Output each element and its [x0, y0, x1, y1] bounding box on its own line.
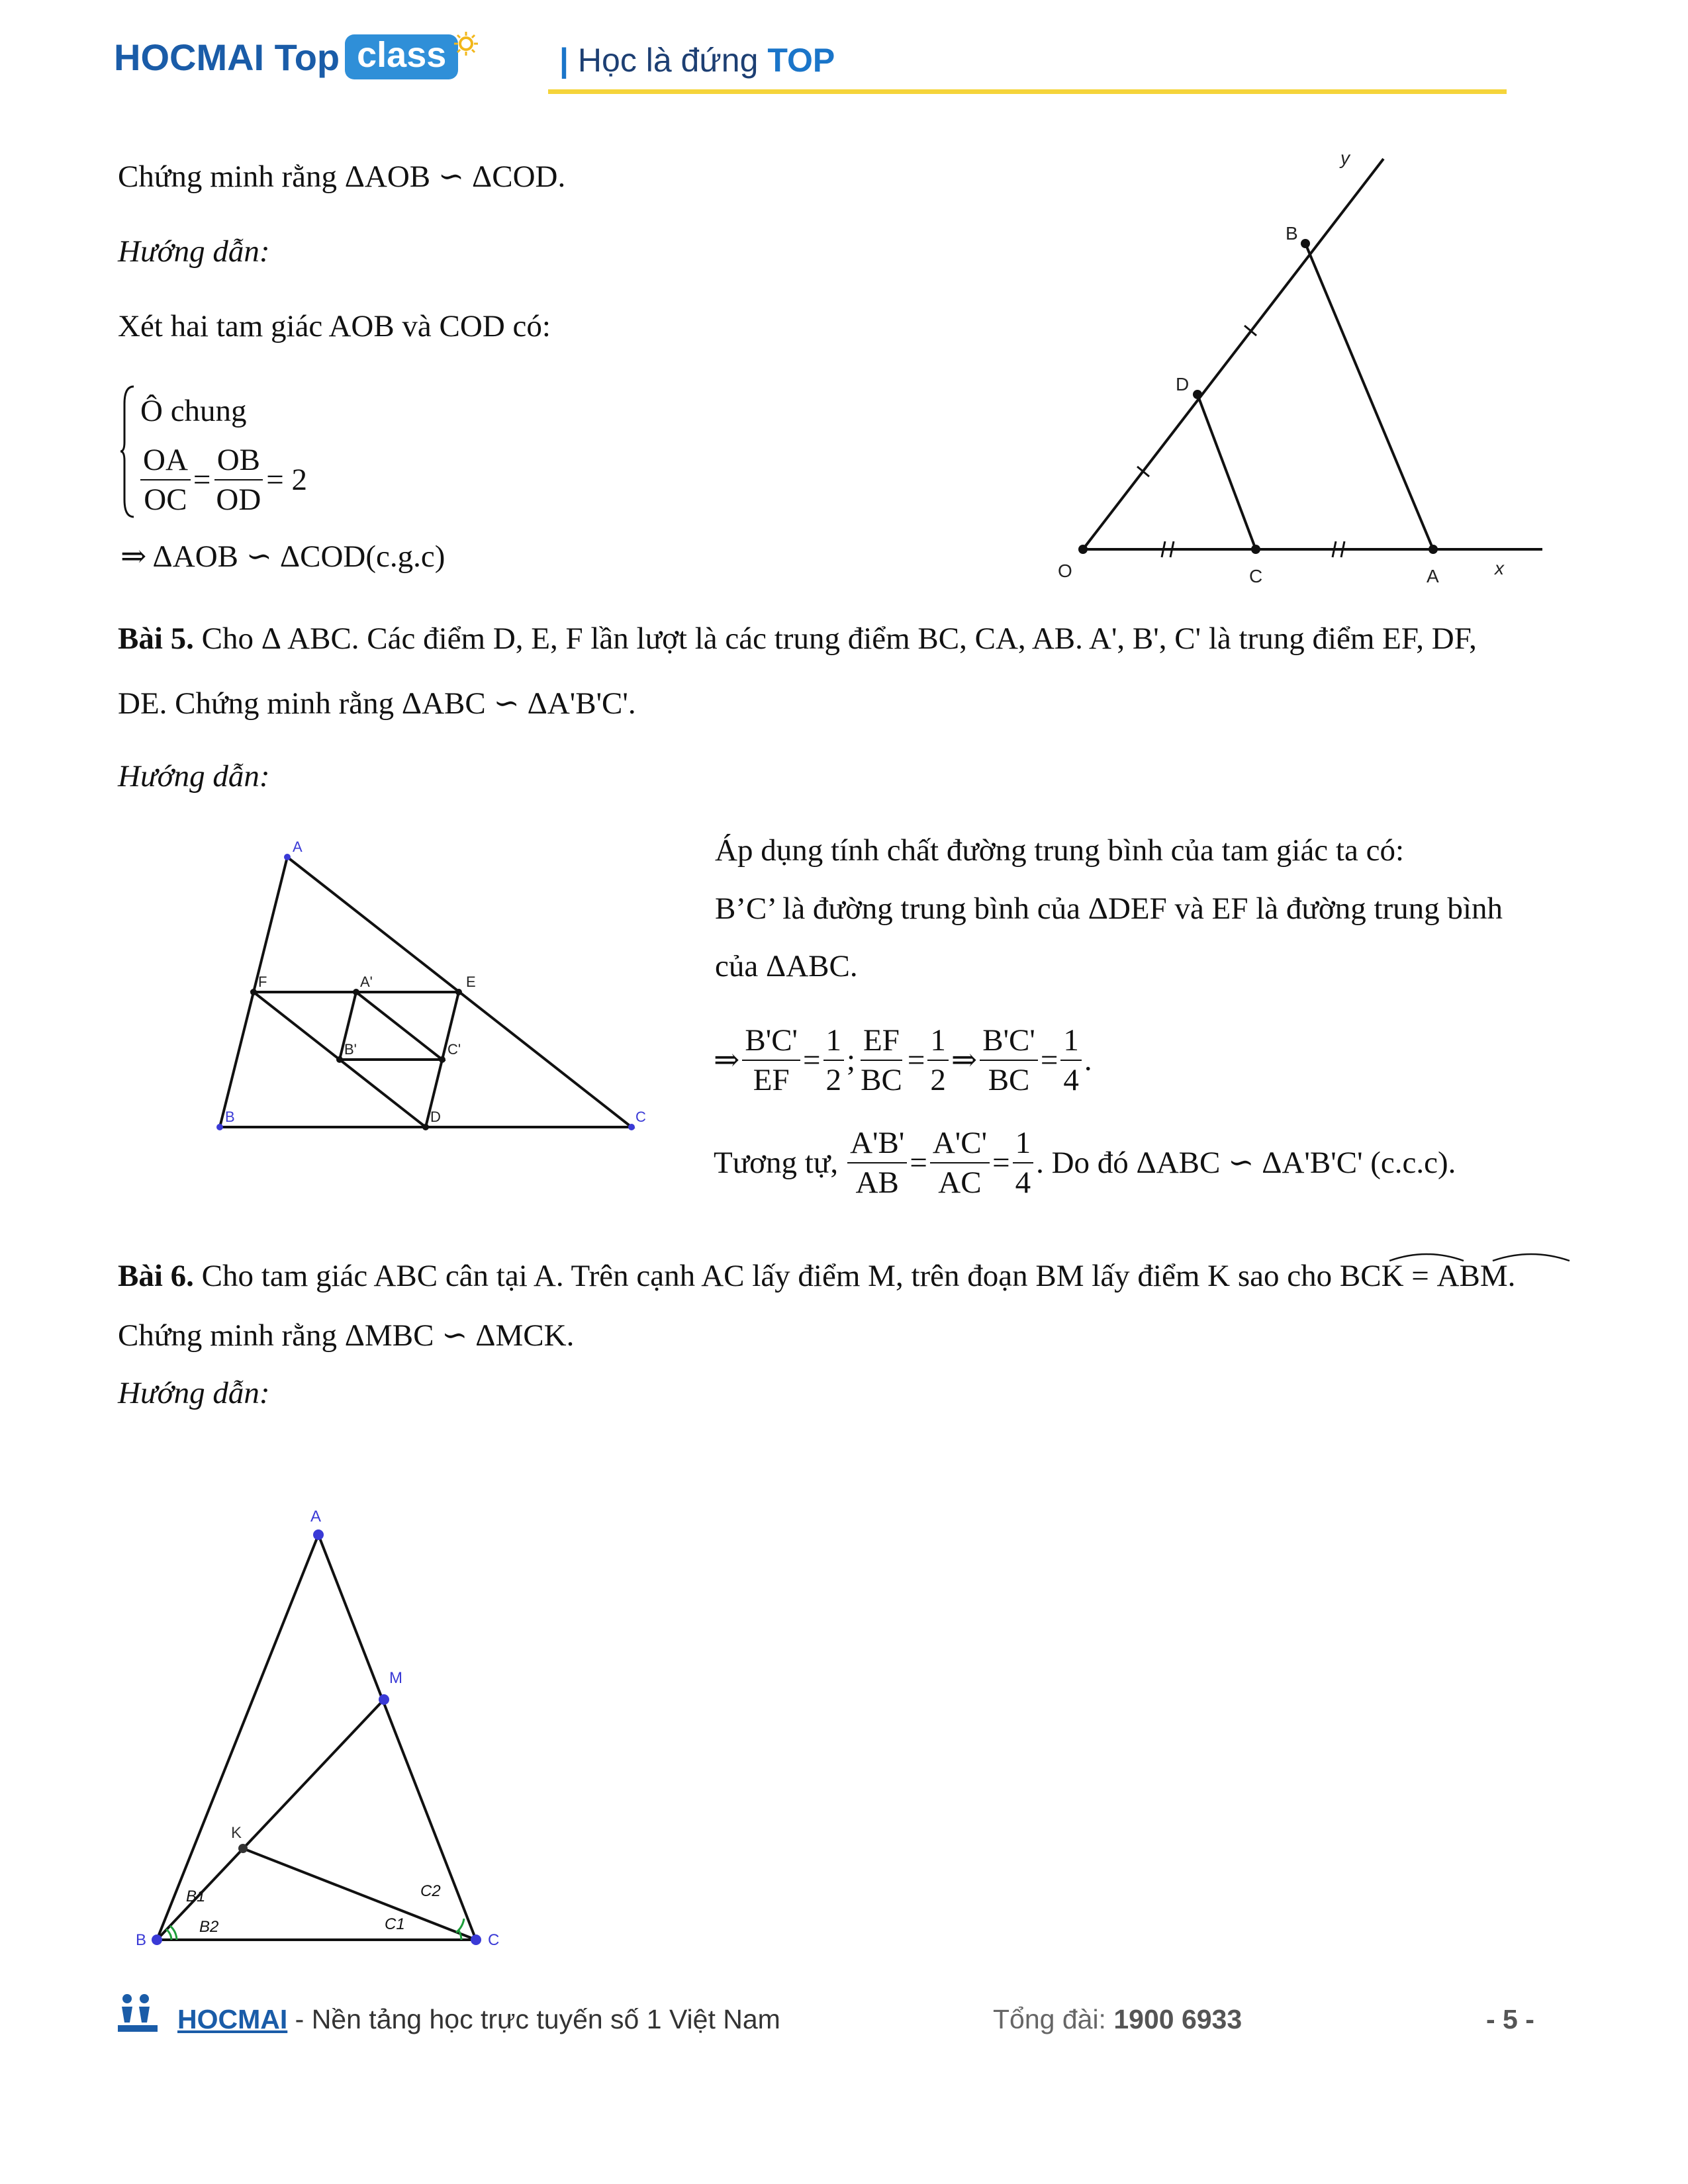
bai5-label: Bài 5. — [118, 621, 194, 656]
point-b — [152, 1934, 162, 1945]
bai5-statement-line1: Bài 5. Cho Δ ABC. Các điểm D, E, F lần lượt là các trung điểm BC, CA, AB. A', B', C' là trung điểm EF, DF, — [118, 621, 1477, 656]
bai4-line1: Ô chung — [140, 394, 247, 428]
label-e: E — [466, 974, 476, 990]
point-b — [216, 1124, 223, 1130]
slogan-top: TOP — [767, 42, 835, 79]
label-d: D — [430, 1109, 441, 1125]
point-a — [313, 1529, 324, 1540]
angle-abm: ABM — [1436, 1259, 1508, 1293]
label-a: A — [310, 1508, 322, 1525]
label-a: A — [1427, 566, 1439, 586]
label-b: B — [136, 1931, 147, 1949]
hotline-number: 1900 6933 — [1113, 2004, 1243, 2034]
label-c-prime: C' — [447, 1041, 461, 1058]
point-c — [1251, 545, 1260, 554]
footer-brand-link[interactable]: HOCMAI — [177, 2004, 288, 2034]
point-m — [379, 1694, 389, 1705]
label-c: C — [488, 1931, 500, 1949]
bai5-ratio-chain: ⇒ $\frac{B'C'}{EF}$ = $\frac{1}{2}$ ; $\frac{EF}{BC}$ = $\frac{1}{2}$ ⇒ $\frac{B'C'}{BC}$ = $\frac{1}{4}$ . — [714, 1023, 1092, 1098]
angle-bck: BCK — [1339, 1259, 1404, 1293]
label-b2: B2 — [199, 1918, 219, 1936]
point-a — [284, 854, 291, 860]
point-c — [471, 1934, 481, 1945]
bai4-statement: Chứng minh rằng ΔAOB ∽ ΔCOD. — [118, 159, 566, 194]
label-b: B — [1286, 223, 1298, 244]
system-brace — [119, 384, 139, 520]
slogan-text: Học là đứng — [577, 42, 759, 79]
hocmai-logo-icon — [117, 1992, 160, 2033]
footer-hotline: Tổng đài: 1900 6933 — [993, 2004, 1243, 2034]
slogan — [559, 41, 835, 79]
point-b — [1301, 239, 1310, 248]
bai5-statement-line2: DE. Chứng minh rằng ΔABC ∽ ΔA'B'C'. — [118, 686, 636, 721]
label-b-prime: B' — [344, 1041, 357, 1058]
bai6-guide: Hướng dẫn: — [118, 1376, 270, 1410]
bai4-intro: Xét hai tam giác AOB và COD có: — [118, 309, 551, 343]
label-m: M — [389, 1669, 402, 1687]
triangle-abc — [157, 1535, 476, 1940]
label-c1: C1 — [385, 1915, 405, 1933]
label-c: C — [635, 1109, 646, 1125]
bai5-similar-line: Tương tự, $\frac{A'B'}{AB}$ = $\frac{A'C'}{AC}$ = $\frac{1}{4}$ . Do đó ΔABC ∽ ΔA'B'C' (c.c.c). — [714, 1126, 1456, 1201]
page-number: - 5 - — [1486, 2004, 1534, 2034]
point-d — [1193, 390, 1202, 399]
footer-left: HOCMAI - Nền tảng học trực tuyến số 1 Việt Nam — [177, 2004, 780, 2034]
point-a — [1429, 545, 1438, 554]
bai5-p3: của ΔABC. — [715, 949, 858, 983]
label-f: F — [258, 974, 267, 990]
bai4-conclusion: ⇒ ΔAOB ∽ ΔCOD(c.g.c) — [120, 539, 445, 574]
slogan-bar: | — [559, 42, 569, 79]
label-b1: B1 — [186, 1888, 206, 1905]
segment-ck — [243, 1848, 476, 1940]
point-c — [628, 1124, 635, 1130]
label-k: K — [231, 1824, 242, 1842]
angle-hats — [1387, 1248, 1579, 1263]
bai5-p2: B’C’ là đường trung bình của ΔDEF và EF là đường trung bình — [715, 891, 1503, 926]
sun-icon — [453, 30, 479, 57]
figure-angle-xoy — [1039, 146, 1569, 602]
label-b: B — [225, 1109, 235, 1125]
segment-dc — [1197, 394, 1256, 549]
label-a: A — [293, 839, 303, 855]
bai5-p1: Áp dụng tính chất đường trung bình của tam giác ta có: — [715, 833, 1404, 868]
bai4-ratio: $\frac{OA}{OC}$ = $\frac{OB}{OD}$ = 2 — [138, 442, 307, 518]
point-o — [1078, 545, 1088, 554]
fraction-ob-od: $\frac{OB}{OD}$ — [213, 442, 263, 518]
bai6-label: Bài 6. — [118, 1259, 194, 1293]
bai4-guide: Hướng dẫn: — [118, 234, 270, 269]
segment-bc — [1305, 244, 1433, 549]
figure-isosceles-triangle — [129, 1492, 513, 1956]
label-y: y — [1340, 148, 1350, 168]
label-a-prime: A' — [360, 974, 373, 990]
label-c: C — [1249, 566, 1263, 586]
bai6-statement-line1: Bài 6. Cho tam giác ABC cân tại A. Trên cạnh AC lấy điểm M, trên đoạn BM lấy điểm K sao cho BCK = ABM. — [118, 1259, 1516, 1293]
label-c2: C2 — [420, 1882, 441, 1900]
point-k — [238, 1844, 248, 1853]
figure-medial-triangles — [205, 831, 669, 1142]
logo-text: HOCMAI Top — [114, 36, 340, 78]
label-d: D — [1176, 374, 1190, 394]
header-logo — [114, 34, 479, 79]
label-x: x — [1495, 558, 1504, 578]
logo-class-badge: class — [345, 34, 458, 79]
bai5-guide: Hướng dẫn: — [118, 759, 270, 794]
fraction-oa-oc: $\frac{OA}{OC}$ — [140, 442, 191, 518]
bai6-statement-line2: Chứng minh rằng ΔMBC ∽ ΔMCK. — [118, 1318, 575, 1353]
label-o: O — [1058, 561, 1072, 581]
header-rule — [548, 89, 1507, 94]
